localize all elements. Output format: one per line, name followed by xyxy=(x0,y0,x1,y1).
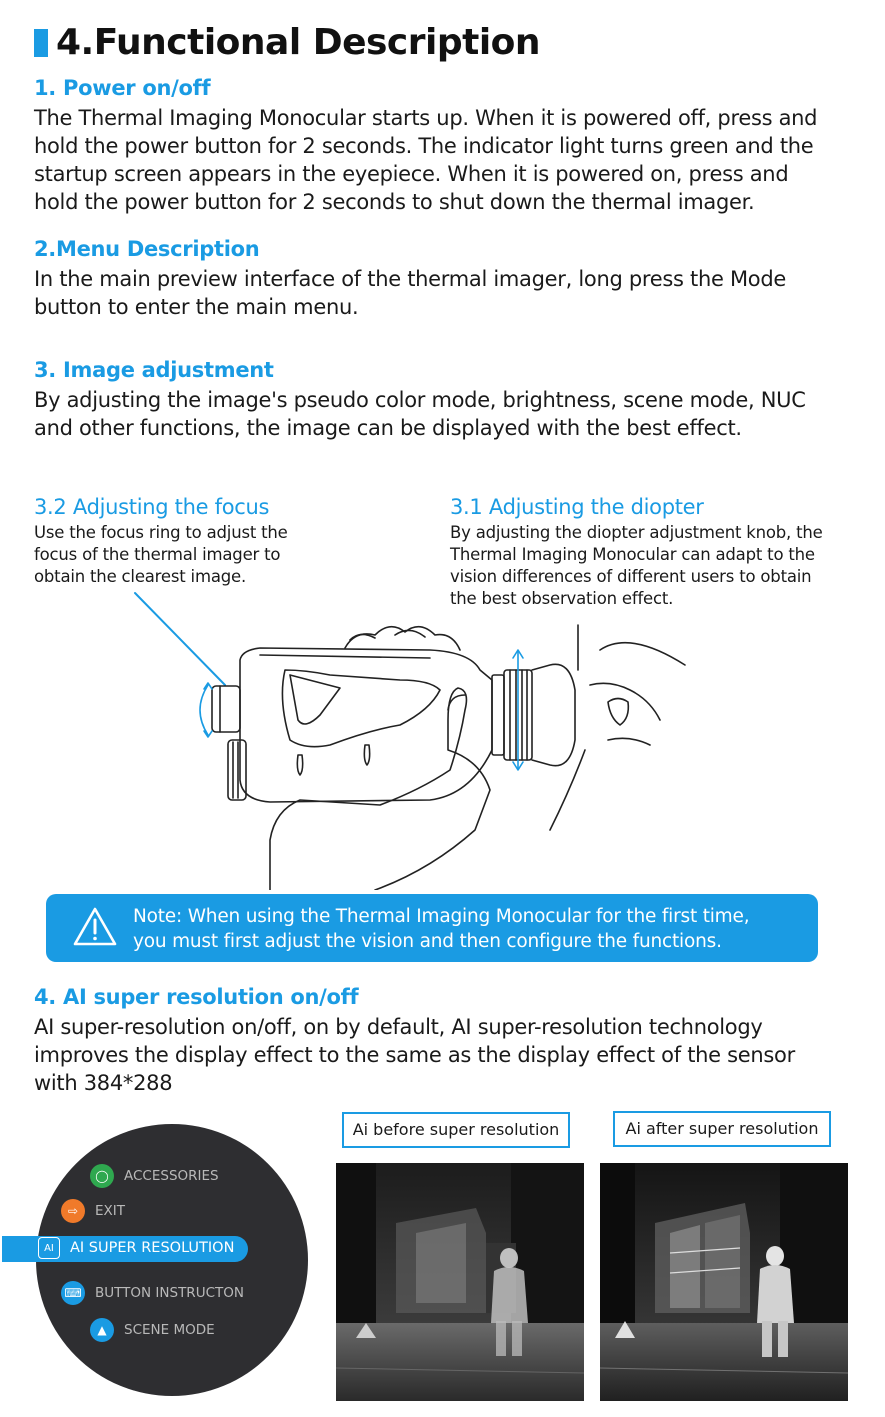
menu-item-scene-mode[interactable] xyxy=(90,1318,215,1342)
menu-item-accessories[interactable] xyxy=(90,1164,219,1188)
menu-item-label: BUTTON INSTRUCTON xyxy=(95,1285,244,1301)
diopter-line: the best observation effect. xyxy=(450,589,674,608)
image-line: By adjusting the image's pseudo color mode, brightness, scene mode, NUC xyxy=(34,388,806,412)
focus-heading: 3.2 Adjusting the focus xyxy=(34,495,270,519)
note-text xyxy=(133,904,749,954)
menu-line: button to enter the main menu. xyxy=(34,295,359,319)
ai-heading: 4. AI super resolution on/off xyxy=(34,985,359,1009)
menu-item-ai-super-resolution[interactable] xyxy=(38,1237,234,1259)
page-title xyxy=(34,22,540,63)
power-line: The Thermal Imaging Monocular starts up. When it is powered off, press and xyxy=(34,106,818,130)
mountain-icon: ▲ xyxy=(90,1318,114,1342)
ai-line: improves the display effect to the same as the display effect of the sensor xyxy=(34,1043,795,1067)
monocular-illustration xyxy=(130,590,710,890)
menu-item-label: AI SUPER RESOLUTION xyxy=(70,1240,235,1256)
menu-item-exit[interactable] xyxy=(61,1199,125,1223)
note-box xyxy=(46,894,818,962)
menu-item-label: SCENE MODE xyxy=(124,1322,215,1338)
note-line: Note: When using the Thermal Imaging Monocular for the first time, xyxy=(133,906,750,927)
power-line: startup screen appears in the eyepiece. When it is powered on, press and xyxy=(34,162,789,186)
menu-item-button-instruction[interactable] xyxy=(61,1281,244,1305)
title-accent-bar xyxy=(34,29,48,57)
ai-icon: AI xyxy=(38,1237,60,1259)
keyboard-icon: ⌨ xyxy=(61,1281,85,1305)
watch-icon: ◯ xyxy=(90,1164,114,1188)
diopter-line: By adjusting the diopter adjustment knob, the xyxy=(450,523,823,542)
menu-heading: 2.Menu Description xyxy=(34,237,260,261)
power-paragraph xyxy=(34,104,874,216)
before-thermal-image xyxy=(336,1163,584,1401)
image-paragraph xyxy=(34,386,874,442)
page-title-text: 4.Functional Description xyxy=(56,22,541,63)
focus-line: obtain the clearest image. xyxy=(34,567,246,586)
focus-line: Use the focus ring to adjust the xyxy=(34,523,288,542)
menu-line: In the main preview interface of the thermal imager, long press the Mode xyxy=(34,267,786,291)
before-label: Ai before super resolution xyxy=(342,1112,570,1148)
note-line: you must first adjust the vision and then configure the functions. xyxy=(133,931,722,952)
power-line: hold the power button for 2 seconds to shut down the thermal imager. xyxy=(34,190,755,214)
warning-icon xyxy=(72,906,118,948)
menu-paragraph xyxy=(34,265,874,321)
power-line: hold the power button for 2 seconds. The indicator light turns green and the xyxy=(34,134,814,158)
menu-item-label: ACCESSORIES xyxy=(124,1168,219,1184)
ai-paragraph xyxy=(34,1013,874,1097)
ai-line: AI super-resolution on/off, on by default, AI super-resolution technology xyxy=(34,1015,763,1039)
after-thermal-image xyxy=(600,1163,848,1401)
ai-line: with 384*288 xyxy=(34,1071,173,1095)
focus-line: focus of the thermal imager to xyxy=(34,545,281,564)
menu-item-label: EXIT xyxy=(95,1203,126,1219)
focus-paragraph xyxy=(34,522,334,588)
image-heading: 3. Image adjustment xyxy=(34,358,274,382)
power-heading: 1. Power on/off xyxy=(34,76,211,100)
image-line: and other functions, the image can be displayed with the best effect. xyxy=(34,416,742,440)
exit-icon: ⇨ xyxy=(61,1199,85,1223)
after-label: Ai after super resolution xyxy=(613,1111,831,1147)
diopter-heading: 3.1 Adjusting the diopter xyxy=(450,495,704,519)
diopter-line: Thermal Imaging Monocular can adapt to the xyxy=(450,545,815,564)
diopter-line: vision differences of different users to obtain xyxy=(450,567,812,586)
